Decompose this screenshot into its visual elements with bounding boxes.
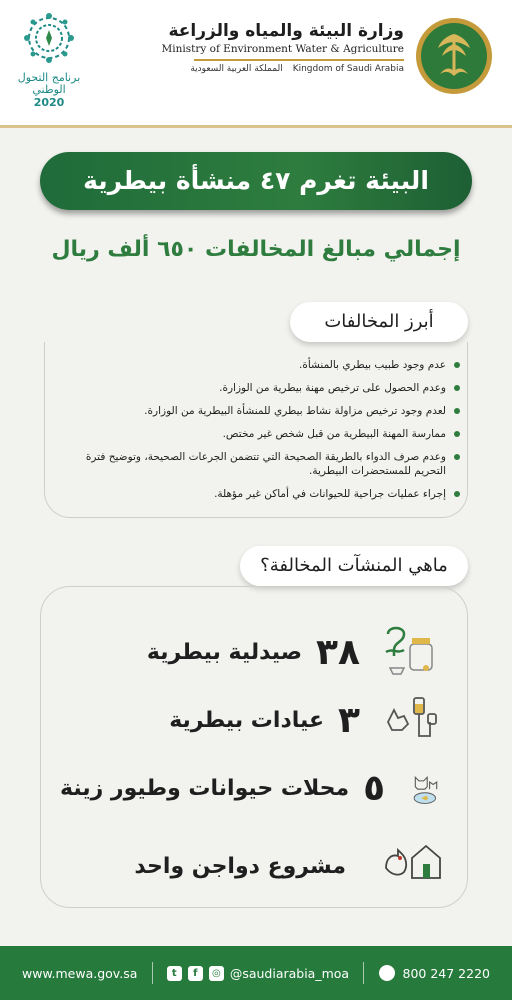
facility-count: ٣٨ (316, 631, 360, 673)
poultry-icon (382, 838, 444, 894)
header (0, 0, 512, 128)
pet-shop-icon (407, 760, 444, 816)
instagram-icon[interactable]: ◎ (209, 966, 224, 981)
vision-2020-logo (14, 12, 84, 116)
vision-emblem-icon (23, 12, 75, 64)
list-item: وعدم صرف الدواء بالطريقة الصحيحة التي تتضمن الجرعات الصحيحة، وتوضيح فترة التحريم للمستحضرات البيطرية. (58, 450, 458, 478)
subtitle: إجمالي مبالغ المخالفات ٦٥٠ ألف ريال (51, 237, 461, 262)
list-item: وعدم الحصول على ترخيص مهنة بيطرية من الوزارة. (58, 381, 458, 395)
kingdom-name-en: Kingdom of Saudi Arabia (292, 64, 404, 74)
facility-label: صيدلية بيطرية (146, 639, 303, 665)
phone-number[interactable]: 800 247 2220 (402, 965, 490, 981)
list-item: لعدم وجود ترخيص مزاولة نشاط بيطري للمنشأة البيطرية من الوزارة. (58, 404, 458, 418)
facility-count: ٣ (338, 699, 360, 741)
list-item: عدم وجود طبيب بيطري بالمنشأة. (58, 358, 458, 372)
facility-label: مشروع دواجن واحد (134, 853, 346, 879)
ministry-name-en: Ministry of Environment Water & Agriculture (161, 43, 404, 55)
facility-row-clinic (60, 690, 444, 750)
divider (152, 962, 153, 984)
list-item: إجراء عمليات جراحية للحيوانات في أماكن غير مؤهلة. (58, 487, 458, 501)
facility-count: ٥ (363, 767, 386, 809)
footer (0, 946, 512, 1000)
facility-row-poultry (60, 836, 444, 896)
ministry-emblem-icon (414, 16, 494, 96)
clinic-icon (382, 692, 444, 748)
pharmacy-icon (382, 624, 444, 680)
kingdom-row (154, 64, 404, 74)
facility-label: محلات حيوانات وطيور زينة (60, 775, 350, 801)
social-handle[interactable]: @saudiarabia_moa (229, 965, 350, 981)
violations-list (58, 358, 458, 510)
divider (194, 59, 404, 61)
divider (363, 962, 364, 984)
twitter-icon[interactable]: t (167, 966, 182, 981)
vision-program-name: برنامج التحول الوطني (17, 71, 81, 96)
website-link[interactable]: www.mewa.gov.sa (22, 965, 138, 981)
title-banner: البيئة تغرم ٤٧ منشأة بيطرية (40, 152, 472, 210)
violations-heading: أبرز المخالفات (290, 302, 468, 342)
ministry-names (154, 20, 404, 74)
facility-row-pet-shop (60, 758, 444, 818)
phone-contact (379, 965, 490, 981)
kingdom-name-ar: المملكة العربية السعودية (190, 64, 283, 74)
facility-label: عيادات بيطرية (169, 707, 325, 733)
facilities-heading: ماهي المنشآت المخالفة؟ (240, 546, 468, 586)
facility-row-pharmacy (60, 622, 444, 682)
vision-year: 2020 (33, 96, 65, 109)
list-item: ممارسة المهنة البيطرية من قبل شخص غير مختص. (58, 427, 458, 441)
phone-icon (379, 965, 395, 981)
ministry-name-ar: وزارة البيئة والمياه والزراعة (168, 21, 404, 41)
social-links (167, 966, 349, 981)
facebook-icon[interactable]: f (188, 966, 203, 981)
